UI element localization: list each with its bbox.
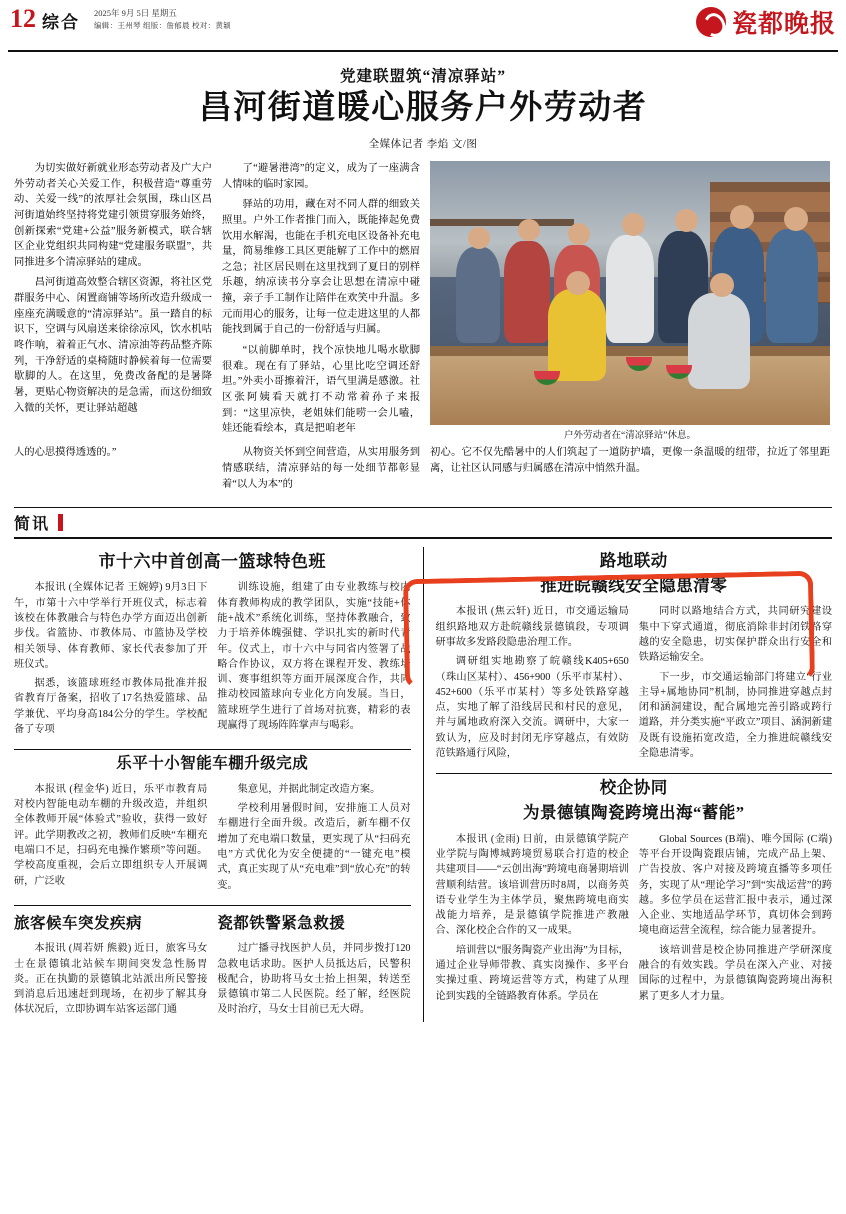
lead-kicker: 党建联盟筑“清凉驿站” <box>339 68 506 85</box>
brief-right-block <box>436 547 833 1022</box>
lead-tail-left <box>14 445 212 497</box>
brief-left-block <box>14 547 411 1022</box>
lead-headline: 昌河街道暖心服务户外劳动者 <box>198 90 648 126</box>
paragraph: 集意见，并据此制定改造方案。 <box>237 783 381 795</box>
paragraph: 人的心思摸得透透的。” <box>14 447 117 459</box>
paragraph: 培训营以“服务陶瓷产业出海”为目标，通过企业导师带教、真实岗操作、多平台实操过重、跨境运营等方式，构建了从理论到实践的全链路教育体系。学员在 <box>435 944 629 1002</box>
paragraph: 学校利用暑假时间，安排施工人员对车棚进行全面升级。改造后，新车棚不仅增加了充电端口数量，更实现了从“扫码充电”方式优化为安全便捷的“一键充电”模式，真正实现了从“充电难”到“放心充”的转变。 <box>217 803 411 891</box>
article-subtitle: 瓷都铁警紧急救援 <box>217 914 346 932</box>
article-column-2 <box>639 604 832 765</box>
article-divider <box>436 773 833 774</box>
article-column-2 <box>217 782 410 897</box>
lead-story <box>0 52 846 497</box>
circle-kettle-logo-icon <box>696 7 726 37</box>
article-divider <box>14 905 411 906</box>
paragraph: 训练设施，组建了由专业教练与校内体育教师构成的教学团队，实施“技能+体能+战术”系统化训练，坚持体教融合，致力于培养体魄强健、学识扎实的新时代青年。仪式上，市十六中与同省内签署了战略合作协议，双方将在课程开发、教练培训、赛事组织等方面开展深度合作，共同推动校园篮球向专业化方向发展。当日，篮球班学生进行了首场对抗赛，精彩的表现赢得了现场阵阵掌声与喝彩。 <box>217 582 411 732</box>
paragraph: 据悉，该篮球班经市教体局批准并报省教育厅备案，招收了17名热爱篮球、品学兼优、平均身高184公分的学生。学校配备了专项 <box>14 678 208 736</box>
paragraph: 本报讯 (焦云轩) 近日，市交通运输局组织路地双方赴皖赣线景德镇段，专项调研事故多发路段隐患治理工作。 <box>435 606 629 648</box>
paragraph: 本报讯 (程金华) 近日，乐平市教育局对校内智能电动车棚的升级改造，并组织全体教师开展“体验式”验收，获得一致好评。此学期教改之初，教师们反映“车棚充电端口不足，扫码充电操作繁琐”等问题。学校高度重视，会后立即组织专人开展调研，广泛收 <box>14 783 208 887</box>
article-title: 乐平十小智能车棚升级完成 <box>116 755 309 773</box>
article-column-1 <box>14 580 207 741</box>
article-column-1 <box>436 604 629 765</box>
paragraph: 该培训营是校企协同推进产学研深度融合的有效实践。学员在深入产业、对接国际的过程中，为景德镇陶瓷跨境出海积累了更多人才力量。 <box>638 944 833 1002</box>
article-basketball-class <box>14 551 411 741</box>
paragraph: 本报讯 (全媒体记者 王婉婷) 9月3日下午，市第十六中学举行开班仪式，标志着该校在体教融合与特色办学方面迈出创新步伐。省篮协、市教体局、市篮协及学校相关领导、体育教师、家长代表参加了开班仪式。 <box>14 582 208 670</box>
lead-byline: 全媒体记者 李焰 文/图 <box>368 138 478 150</box>
vertical-divider <box>423 547 424 1022</box>
article-subtitle: 推进皖赣线安全隐患清零 <box>540 575 728 595</box>
lead-tail-mid <box>222 445 420 497</box>
lead-column-1 <box>14 161 212 421</box>
paragraph: 初心。它不仅先酷暑中的人们筑起了一道防护墙，更像一条温暖的纽带，拉近了邻里距离，让社区认同感与归属感在清凉中悄然升温。 <box>430 447 830 474</box>
masthead-meta <box>94 7 231 31</box>
section-name: 综合 <box>42 13 80 32</box>
article-railway-safety <box>436 551 833 765</box>
article-divider <box>14 749 411 750</box>
paragraph: 调研组实地勘察了皖赣线K405+650（珠山区某村）、456+900（乐平市某村）、452+600（乐平市某村）等多处铁路穿越点，实地了解了沿线居民和村民的意见，并与属地政府深入交流。调研中，大家一致认为，应及时封闭无序穿越点，有效防范铁路通行风险， <box>435 656 629 760</box>
article-title: 市十六中首创高一篮球特色班 <box>98 552 326 572</box>
lead-photo-caption: 户外劳动者在“清凉驿站”休息。 <box>564 430 696 441</box>
lead-photo-block <box>430 161 830 443</box>
lead-photo <box>430 161 830 425</box>
article-subtitle: 为景德镇陶瓷跨境出海“蓄能” <box>523 803 745 822</box>
article-title: 校企协同 <box>599 778 668 798</box>
article-title: 路地联动 <box>599 551 668 571</box>
paragraph: Global Sources (B端)、唯今国际 (C端) 等平台开设陶瓷跟店铺，完成产品上架、广告投放、客户对接及跨境直播等多项任务，实现了从“理论学习”到“实战运营”的跨越。多位学员在运营汇报中表示，通过深入企业、实地适品学环节，真切体会到跨境电商运营全流程，综合能力显著提升。 <box>638 833 833 937</box>
article-title: 旅客候车突发疾病 <box>14 914 143 932</box>
page-number: 12 <box>10 4 36 33</box>
article-school-enterprise <box>436 778 833 1008</box>
issue-date: 2025年 9月 5日 星期五 <box>94 8 177 18</box>
paragraph: 从物资关怀到空间营造，从实用服务到情感联结，清凉驿站的每一处细节都彰显着“以人为本”的 <box>222 447 420 490</box>
paragraph: 过广播寻找医护人员，并同步拨打120急救电话求助。医护人员抵达后，民警积极配合，协助将马女士抬上担架，转送至景德镇市第二人民医院。经了解，经医院及时治疗，马女士目前已无大碍。 <box>217 943 411 1016</box>
paragraph: 本报讯 (金雨) 日前，由景德镇学院产业学院与陶博城跨境贸易联合打造的校企共建项目——“云创出海”跨境电商暑期培训营顺利结营。该培训营历时8周，以商务英语专业学生为主体学员，聚焦跨境电商实战能力培养，是景德镇学院推进产教融合、深化校企合作的又一成果。 <box>435 833 629 937</box>
paragraph: 下一步，市交通运输部门将建立“行业主导+属地协同”机制，协同推进穿越点封闭和涵洞建设，配合属地完善引路或跨行道路，并分类实施“平政立”项目、涵洞新建及既有设施拓宽改造，全力推进皖赣线安全隐患清零。 <box>638 671 833 760</box>
lead-tail-right <box>430 445 830 497</box>
article-column-2 <box>639 832 832 1008</box>
paragraph: 昌河街道高效整合辖区资源，将社区党群服务中心、闲置商铺等场所改造升级成一座座充满暖意的“清凉驿站”。虽一踏自的标识下，空调与风扇送来徐徐凉风，饮水机咕咚作响，着着正气水、清凉油等药品整齐陈列，干净舒适的桌椅随时静候着每一位需要歇脚的人。在这里，免费改备配的是暑降暑，更贴心物资解决的是急需，而这份细致入微的关怀，更让驿站超越 <box>14 277 212 414</box>
lead-column-2 <box>222 161 420 442</box>
brief-section-label: 简讯 <box>14 516 51 534</box>
red-accent-bar <box>58 514 63 531</box>
article-column-2 <box>217 941 410 1017</box>
paragraph: 本报讯 (周若妍 熊毅) 近日，旅客马女士在景德镇北站候车期间突发急性肠胃炎。正在执勤的景德镇北站派出所民警接到消息后迅速赶到现场，在初步了解其身体状况后，立即协调车站客运部门通 <box>14 943 208 1016</box>
brief-section-header <box>14 507 832 539</box>
newspaper-logo <box>696 4 836 40</box>
paragraph: 了“避暑港湾”的定义，成为了一座满含人情味的临时家园。 <box>222 162 420 190</box>
newspaper-name: 瓷都晚报 <box>731 11 836 38</box>
paragraph: “以前脚单时，找个凉快地儿喝水歇脚很难。现在有了驿站，心里比吃空调还舒坦。”外卖小哥擦着汗，语气里满是感激。社区张阿姨看天就打不动常着孙子来报到：“这里凉快，老姐妹们能唠一会儿嗑，娃还能看绘本，真是把咱老年 <box>222 344 420 435</box>
masthead <box>0 0 846 48</box>
article-column-2 <box>217 580 410 741</box>
staff-credits: 编辑：王州琴 组版：詹郁晨 校对：黄颖 <box>94 20 231 30</box>
article-smart-bike-shed <box>14 754 411 896</box>
paragraph: 为切实做好新就业形态劳动者及广大户外劳动者关心关爱工作，积极营造“尊重劳动、关爱一线”的浓厚社会氛围，珠山区昌河街道始终坚持将党建引领贯穿服务始终，创新探索“党建+公益”服务新模式，联合辖区企业党组织共同构建“党建服务联盟”，共同推进多个清凉驿站的建成。 <box>14 162 212 268</box>
article-column-1 <box>14 782 207 897</box>
article-column-1 <box>14 941 207 1017</box>
paragraph: 同时以路地结合方式，共同研究建设集中下穿式通道，彻底消除非封闭铁路穿越的安全隐患，切实保护群众出行安全和铁路运输安全。 <box>638 606 833 664</box>
brief-articles-grid <box>0 547 846 1022</box>
paragraph: 驿站的功用，藏在对不同人群的细致关照里。户外工作者推门而入，既能捧起免费饮用水解渴，也能在手机充电区设备补充电量，简易维修工具区更能解了工作中的燃眉之急；社区居民则在这里找到了夏日的别样乐趣，纳凉读书分享会让思想在清凉中碰撞，亲子手工制作让陪伴在欢笑中升温。多元而用心的服务，让每一位走进这里的人都能找到属于自己的一份舒适与归属。 <box>222 199 420 336</box>
article-passenger-rescue <box>14 910 411 1022</box>
article-column-1 <box>436 832 629 1008</box>
